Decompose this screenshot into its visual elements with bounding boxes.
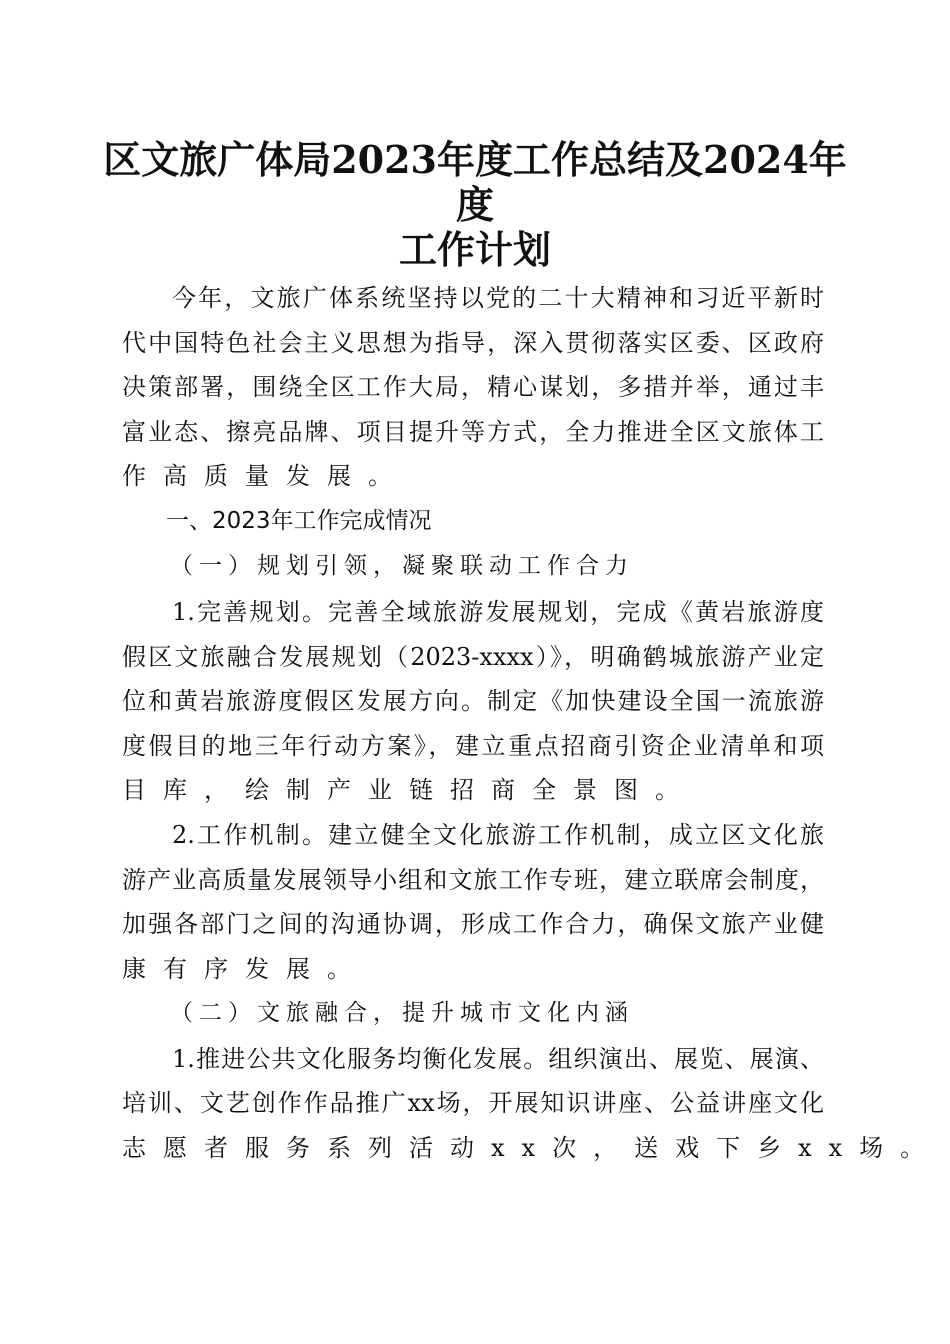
title-line-1: 区文旅广体局2023年度工作总结及2024年度 bbox=[103, 137, 847, 227]
paragraph-planning bbox=[122, 590, 824, 813]
document-body bbox=[122, 276, 942, 1171]
text-line: 康有序发展。 bbox=[122, 954, 368, 983]
text-line: 加强各部门之间的沟通协调，形成工作合力，确保文旅产业健 bbox=[122, 910, 824, 939]
text-line: 目库，绘制产业链招商全景图。 bbox=[122, 776, 696, 805]
text-line: 1.完善规划。完善全域旅游发展规划，完成《黄岩旅游度 bbox=[172, 597, 824, 626]
text-line: 度假目的地三年行动方案》，建立重点招商引资企业清单和项 bbox=[122, 731, 824, 760]
text-line: 决策部署，围绕全区工作大局，精心谋划，多措并举，通过丰 bbox=[122, 373, 824, 402]
document-title bbox=[100, 137, 850, 272]
subsection-heading: （一）规划引领，凝聚联动工作合力 bbox=[170, 553, 634, 580]
text-line: 位和黄岩旅游度假区发展方向。制定《加快建设全国一流旅游 bbox=[122, 687, 824, 716]
subsection-heading: （二）文旅融合，提升城市文化内涵 bbox=[170, 1000, 634, 1027]
title-line-2: 工作计划 bbox=[398, 227, 551, 272]
paragraph-mechanism bbox=[122, 813, 824, 991]
paragraph-public-culture bbox=[122, 1037, 942, 1171]
text-line: 志愿者服务系列活动xx次，送戏下乡xx场。 bbox=[122, 1134, 942, 1162]
text-line: 作高质量发展。 bbox=[122, 462, 409, 491]
text-line: 培训、文艺创作作品推广xx场，开展知识讲座、公益讲座文化 bbox=[122, 1089, 824, 1118]
text-line: 假区文旅融合发展规划（2023-xxxx）》，明确鹤城旅游产业定 bbox=[122, 642, 824, 671]
text-line: 游产业高质量发展领导小组和文旅工作专班，建立联席会制度， bbox=[122, 865, 824, 894]
text-line: 2.工作机制。建立健全文化旅游工作机制，成立区文化旅 bbox=[172, 820, 824, 849]
text-line: 今年，文旅广体系统坚持以党的二十大精神和习近平新时 bbox=[172, 284, 824, 312]
text-line: 富业态、擦亮品牌、项目提升等方式，全力推进全区文旅体工 bbox=[122, 417, 824, 446]
section-heading: 一、2023年工作完成情况 bbox=[166, 507, 432, 534]
text-line: 代中国特色社会主义思想为指导，深入贯彻落实区委、区政府 bbox=[122, 328, 824, 357]
intro-paragraph bbox=[122, 276, 824, 499]
text-line: 1.推进公共文化服务均衡化发展。组织演出、展览、展演、 bbox=[172, 1044, 824, 1073]
